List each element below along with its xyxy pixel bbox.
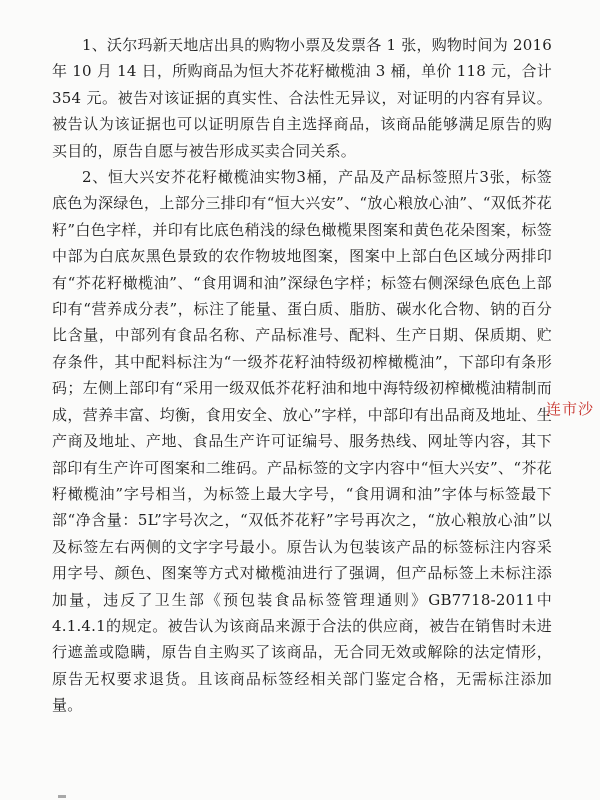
paragraph-evidence-1: 1、沃尔玛新天地店出具的购物小票及发票各 1 张，购物时间为 2016 年 10 月 14 日，所购商品为恒大芥花籽橄榄油 3 桶，单价 118 元，合计 354 元。被告对该证据的真实性、合法性无异议，对证明的内容有异议。被告认为该证据也可以证明原告自主选择商品，该商品能够满足原告的购买目的，原告自愿与被告形成买卖合同关系。 xyxy=(52,36,552,160)
page-edge-mark xyxy=(58,795,66,798)
red-stamp-fragment: 连市沙 xyxy=(545,400,594,418)
document-body xyxy=(52,32,552,719)
paragraph-evidence-2: 2、恒大兴安芥花籽橄榄油实物3桶，产品及产品标签照片3张，标签底色为深绿色，上部分三排印有“恒大兴安”、“放心粮放心油”、“双低芥花籽”白色字样，并印有比底色稍浅的绿色橄榄果图案和黄色花朵图案，标签中部为白底灰黑色景致的农作物坡地图案，图案中上部白色区域分两排印有“芥花籽橄榄油”、“食用调和油”深绿色字样；标签右侧深绿色底色上部印有“营养成分表”，标注了能量、蛋白质、脂肪、碳水化合物、钠的百分比含量，中部列有食品名称、产品标准号、配料、生产日期、保质期、贮存条件，其中配料标注为“一级芥花籽油特级初榨橄榄油”，下部印有条形码；左侧上部印有“采用一级双低芥花籽油和地中海特级初榨橄榄油精制而成，营养丰富、均衡，食用安全、放心”字样，中部印有出品商及地址、生产商及地址、产地、食品生产许可证编号、服务热线、网址等内容，其下部印有生产许可图案和二维码。产品标签的文字内容中“恒大兴安”、“芥花籽橄榄油”字号相当，为标签上最大字号，“食用调和油”字体与标签最下部“净含量：5L”字号次之，“双低芥花籽”字号再次之，“放心粮放心油”以及标签左右两侧的文字字号最小。原告认为包装该产品的标签标注内容采用字号、颜色、图案等方式对橄榄油进行了强调，但产品标签上未标注添加量，违反了卫生部《预包装食品标签管理通则》GB7718-2011中4.1.4.1的规定。被告认为该商品来源于合法的供应商，被告在销售时未进行遮盖或隐瞒，原告自主购买了该商品，无合同无效或解除的法定情形，原告无权要求退货。且该商品标签经相关部门鉴定合格，无需标注添加量。 xyxy=(52,168,552,715)
